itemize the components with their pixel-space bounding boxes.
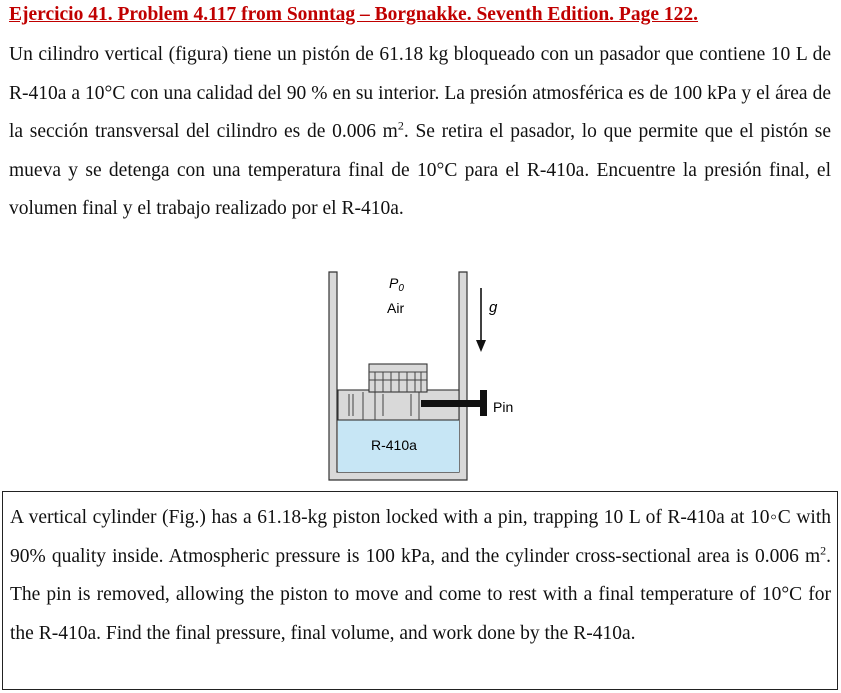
english-text-part1: A vertical cylinder (Fig.) has a 61.18-kg piston locked with a pin, trapping 10 L of R-410a at 10◦C with 90% quality inside. Atmospheric pressure is 100 kPa, and the cylinder cross-sectional area is 0.006 m <box>10 507 831 567</box>
cylinder-diagram <box>323 266 533 486</box>
english-superscript: 2 <box>820 543 827 558</box>
p0-label: $P_0$ <box>389 275 404 294</box>
cylinder-figure <box>323 266 533 486</box>
g-label: g <box>489 299 498 316</box>
english-text-part2: . The pin is removed, allowing the piston to move and come to rest with a final temperature of 10°C for the R-410a. Find the final pressure, final volume, and work done by the R-410a. <box>10 545 831 644</box>
pin-head <box>480 390 487 416</box>
pin <box>421 400 483 407</box>
piston-top <box>369 364 427 392</box>
pin-label: Pin <box>493 399 514 415</box>
spanish-text-part1: Un cilindro vertical (figura) tiene un pistón de 61.18 kg bloqueado con un pasador que contiene 10 L de R-410a a 10°C con una calidad del 90 % en su interior. La presión atmosférica es de 100 kPa y el área de la sección transversal del cilindro es de 0.006 m <box>9 44 831 143</box>
problem-statement-english <box>2 491 838 690</box>
problem-statement-spanish <box>9 36 831 229</box>
air-label: Air <box>387 300 405 316</box>
spanish-text-part2: . Se retira el pasador, lo que permite que el pistón se mueva y se detenga con una temperatura final de 10°C para el R-410a. Encuentre la presión final, el volumen final y el trabajo realizado por el R-410a. <box>9 121 831 220</box>
spanish-superscript: 2 <box>397 118 404 133</box>
fluid-label: R-410a <box>371 437 417 453</box>
exercise-title: Ejercicio 41. Problem 4.117 from Sonntag – Borgnakke. Seventh Edition. Page 122. <box>9 4 699 25</box>
